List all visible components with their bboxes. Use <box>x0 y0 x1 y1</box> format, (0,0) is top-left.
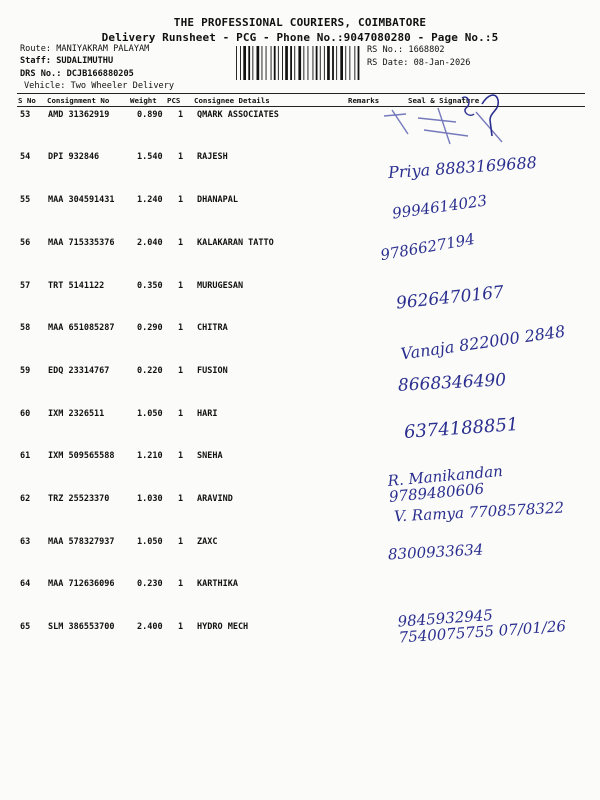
company-title: THE PROFESSIONAL COURIERS, COIMBATORE <box>173 16 427 29</box>
table-row <box>0 191 600 235</box>
barcode-bar <box>252 46 253 80</box>
barcode-bar <box>303 46 304 80</box>
barcode-bar <box>243 46 246 80</box>
barcode-bar <box>340 46 343 80</box>
table-row <box>0 366 600 406</box>
row-sno: 59 <box>20 366 31 376</box>
col-seal-signature: Seal & Signature <box>408 96 480 105</box>
row-pcs: 1 <box>178 238 184 248</box>
row-sno: 58 <box>20 323 31 333</box>
table-row <box>0 323 600 363</box>
barcode-bar <box>327 46 330 80</box>
row-sno: 62 <box>20 494 31 504</box>
table-row <box>0 152 600 192</box>
row-consignee: CHITRA <box>197 323 228 333</box>
route-label: Route: MANIYAKRAM PALAYAM <box>20 44 150 54</box>
row-weight: 0.350 <box>137 281 163 291</box>
vehicle-label: Vehicle: Two Wheeler Delivery <box>24 81 175 91</box>
row-sno: 64 <box>20 579 31 589</box>
row-pcs: 1 <box>178 281 184 291</box>
barcode-bar <box>282 46 283 80</box>
table-row <box>0 238 600 278</box>
table-row <box>0 451 600 491</box>
barcode-bar <box>278 46 279 80</box>
barcode-bar <box>313 46 314 80</box>
table-row <box>0 579 600 619</box>
row-weight: 0.220 <box>137 366 163 376</box>
barcode-bar <box>248 46 250 80</box>
barcode-bar <box>324 46 325 80</box>
row-consignment: MAA 715335376 <box>48 238 115 248</box>
barcode-bar <box>358 46 360 80</box>
barcode-bar <box>349 46 350 80</box>
row-consignment: IXM 509565588 <box>48 451 115 461</box>
row-sno: 54 <box>20 152 31 162</box>
row-consignee: HARI <box>197 409 218 419</box>
col-pcs: PCS <box>167 96 181 105</box>
rs-date: RS Date: 08-Jan-2026 <box>367 58 471 68</box>
col-sno: S No <box>18 96 36 105</box>
handwritten-note: 9786627194 <box>379 229 477 265</box>
row-pcs: 1 <box>178 537 184 547</box>
row-sno: 56 <box>20 238 31 248</box>
barcode-bar <box>298 46 301 80</box>
barcode-bar <box>294 46 295 80</box>
barcode-bar <box>262 46 263 80</box>
barcode-bar <box>274 46 276 80</box>
row-consignee: KALAKARAN TATTO <box>197 238 274 248</box>
handwritten-note: 8300933634 <box>387 540 484 564</box>
barcode-bar <box>266 46 267 80</box>
barcode-bar <box>345 46 346 80</box>
handwritten-note: 6374188851 <box>403 414 520 443</box>
barcode-bar <box>332 46 334 80</box>
row-sno: 65 <box>20 622 31 632</box>
barcode-bar <box>336 46 337 80</box>
barcode-bar <box>316 46 318 80</box>
row-pcs: 1 <box>178 494 184 504</box>
row-sno: 63 <box>20 537 31 547</box>
row-consignment: EDQ 23314767 <box>48 366 110 376</box>
barcode-bar <box>271 46 272 80</box>
row-weight: 2.400 <box>137 622 163 632</box>
row-weight: 1.050 <box>137 409 163 419</box>
row-consignment: AMD 31362919 <box>48 110 110 120</box>
row-pcs: 1 <box>178 366 184 376</box>
table-row <box>0 537 600 577</box>
table-row <box>0 110 600 150</box>
row-consignment: MAA 578327937 <box>48 537 115 547</box>
company-stamp-icon <box>378 90 508 148</box>
handwritten-note: 8668346490 <box>397 370 507 396</box>
col-consignee: Consignee Details <box>194 96 270 105</box>
barcode-bar <box>290 46 292 80</box>
table-row <box>0 622 600 662</box>
table-row <box>0 281 600 321</box>
table-row <box>0 494 600 534</box>
handwritten-note: Priya 8883169688 <box>387 152 538 183</box>
row-pcs: 1 <box>178 110 184 120</box>
row-consignment: TRT 5141122 <box>48 281 105 291</box>
row-consignee: HYDRO MECH <box>197 622 249 632</box>
handwritten-note: V. Ramya 7708578322 <box>393 498 565 526</box>
row-sno: 55 <box>20 195 31 205</box>
handwritten-note: 9994614023 <box>391 191 489 223</box>
row-weight: 1.030 <box>137 494 163 504</box>
staff-label: Staff: SUDALIMUTHU <box>20 56 114 66</box>
col-weight: Weight <box>130 96 157 105</box>
row-pcs: 1 <box>178 152 184 162</box>
row-consignment: DPI 932846 <box>48 152 100 162</box>
row-pcs: 1 <box>178 451 184 461</box>
row-consignment: IXM 2326511 <box>48 409 105 419</box>
row-pcs: 1 <box>178 579 184 589</box>
row-weight: 1.050 <box>137 537 163 547</box>
handwritten-note: R. Manikandan 9789480606 <box>386 461 504 506</box>
row-pcs: 1 <box>178 409 184 419</box>
row-pcs: 1 <box>178 622 184 632</box>
row-consignment: MAA 651085287 <box>48 323 115 333</box>
handwritten-note: 9845932945 7540075755 07/01/26 <box>396 606 567 647</box>
barcode-bar <box>354 46 355 80</box>
row-consignee: DHANAPAL <box>197 195 238 205</box>
row-consignment: TRZ 25523370 <box>48 494 110 504</box>
row-consignee: RAJESH <box>197 152 228 162</box>
barcode-icon <box>236 46 362 80</box>
row-consignee: KARTHIKA <box>197 579 238 589</box>
row-consignee: ZAXC <box>197 537 218 547</box>
rs-number: RS No.: 1668802 <box>367 45 445 55</box>
row-weight: 1.540 <box>137 152 163 162</box>
col-consignment: Consignment No <box>47 96 110 105</box>
handwritten-note: 9626470167 <box>395 282 505 314</box>
row-pcs: 1 <box>178 195 184 205</box>
row-weight: 0.890 <box>137 110 163 120</box>
row-consignment: SLM 386553700 <box>48 622 115 632</box>
barcode-bar <box>257 46 260 80</box>
barcode-bar <box>236 46 237 80</box>
row-consignee: ARAVIND <box>197 494 233 504</box>
row-weight: 1.240 <box>137 195 163 205</box>
row-sno: 61 <box>20 451 31 461</box>
row-weight: 0.230 <box>137 579 163 589</box>
table-row <box>0 409 600 449</box>
row-sno: 60 <box>20 409 31 419</box>
row-consignee: SNEHA <box>197 451 223 461</box>
row-consignment: MAA 304591431 <box>48 195 115 205</box>
runsheet-title: Delivery Runsheet - PCG - Phone No.:9047080280 - Page No.:5 <box>101 31 499 44</box>
drs-number: DRS No.: DCJB166880205 <box>20 69 134 79</box>
row-sno: 53 <box>20 110 31 120</box>
barcode-bar <box>240 46 241 80</box>
barcode-bar <box>285 46 288 80</box>
row-sno: 57 <box>20 281 31 291</box>
col-remarks: Remarks <box>348 96 380 105</box>
row-consignee: MURUGESAN <box>197 281 244 291</box>
barcode-bar <box>320 46 321 80</box>
row-pcs: 1 <box>178 323 184 333</box>
handwritten-note: Vanaja 822000 2848 <box>399 321 567 364</box>
row-consignee: QMARK ASSOCIATES <box>197 110 279 120</box>
row-consignment: MAA 712636096 <box>48 579 115 589</box>
row-weight: 0.290 <box>137 323 163 333</box>
row-weight: 2.040 <box>137 238 163 248</box>
row-consignee: FUSION <box>197 366 228 376</box>
barcode-bar <box>308 46 309 80</box>
row-weight: 1.210 <box>137 451 163 461</box>
